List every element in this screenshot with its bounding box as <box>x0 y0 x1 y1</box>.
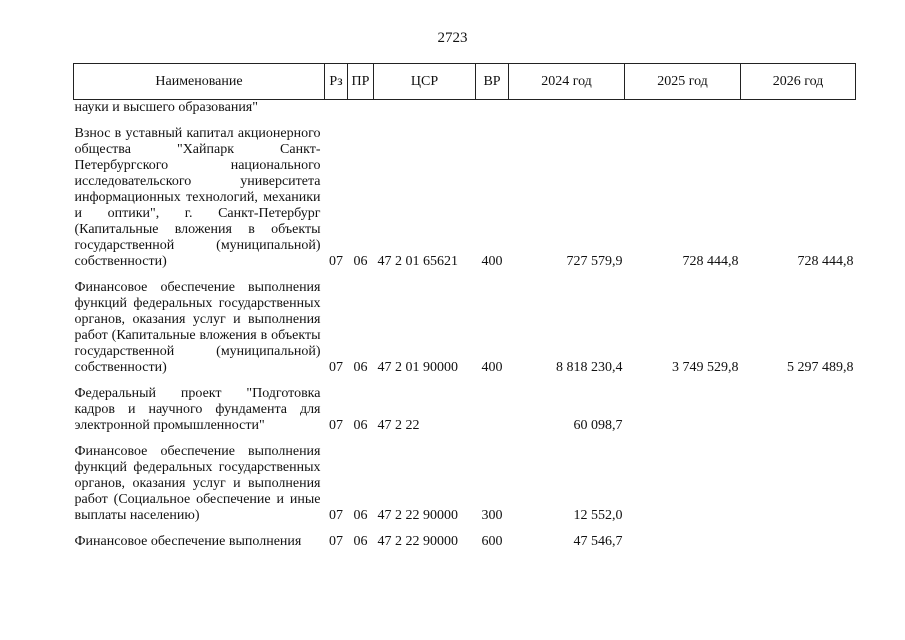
row-csr: 47 2 01 65621 <box>377 254 458 269</box>
row-csr: 47 2 22 90000 <box>377 534 458 549</box>
row-2026 <box>741 444 856 524</box>
row-vr <box>476 386 509 434</box>
row-2026: 728 444,8 <box>797 254 854 269</box>
row-2025: 728 444,8 <box>682 254 739 269</box>
row-pr: 06 <box>353 360 368 375</box>
row-2024: 47 546,7 <box>573 534 623 549</box>
row-2025: 3 749 529,8 <box>672 360 739 375</box>
page-number: 2723 <box>437 30 468 46</box>
row-csr: 47 2 01 90000 <box>377 360 458 375</box>
row-rz: 07 <box>329 534 343 549</box>
table-row <box>74 386 856 434</box>
row-2025 <box>625 534 741 550</box>
row-name: Взнос в уставный капитал акционерного общества "Хайпарк Санкт-Петербургского национального исследовательского университета информационных технологий, механики и оптики", г. Санкт-Петербург (Капитальные вложения в объекты государственной (муниципальной) собственности) <box>74 126 321 269</box>
row-2026: 5 297 489,8 <box>787 360 854 375</box>
header-2025: 2025 год <box>625 64 741 100</box>
row-2025 <box>625 444 741 524</box>
header-2024: 2024 год <box>509 64 625 100</box>
table-header <box>74 64 856 100</box>
row-2026 <box>741 100 856 117</box>
table-row <box>74 534 856 550</box>
row-pr: 06 <box>353 254 368 269</box>
row-vr: 400 <box>481 254 503 269</box>
budget-table <box>73 63 856 550</box>
row-2024 <box>509 100 625 117</box>
table-row <box>74 126 856 270</box>
row-vr: 600 <box>481 534 503 549</box>
row-name: науки и высшего образования" <box>74 100 258 115</box>
row-2024: 727 579,9 <box>566 254 623 269</box>
row-pr: 06 <box>353 418 368 433</box>
table-row <box>74 280 856 376</box>
header-csr: ЦСР <box>374 64 476 100</box>
row-2024: 8 818 230,4 <box>556 360 623 375</box>
row-name: Финансовое обеспечение выполнения функций федеральных государственных органов, оказания услуг и выполнения работ (Социальное обеспечение и иные выплаты населению) <box>74 444 321 523</box>
row-csr <box>374 100 476 117</box>
header-vr: ВР <box>476 64 509 100</box>
row-2024: 60 098,7 <box>573 418 623 433</box>
row-rz: 07 <box>329 254 343 269</box>
row-vr: 300 <box>481 508 503 523</box>
header-pr: ПР <box>348 64 374 100</box>
header-2026: 2026 год <box>741 64 856 100</box>
row-pr: 06 <box>353 508 368 523</box>
header-name: Наименование <box>74 64 325 100</box>
row-rz <box>325 100 348 117</box>
row-rz: 07 <box>329 508 343 523</box>
row-2024: 12 552,0 <box>573 508 623 523</box>
table-row <box>74 444 856 524</box>
row-pr <box>348 100 374 117</box>
row-csr: 47 2 22 <box>377 418 420 433</box>
row-name: Финансовое обеспечение выполнения <box>74 534 302 549</box>
row-pr: 06 <box>353 534 368 549</box>
row-2025 <box>625 100 741 117</box>
row-vr <box>476 100 509 117</box>
header-rz: Рз <box>325 64 348 100</box>
row-rz: 07 <box>329 360 343 375</box>
table-row <box>74 100 856 117</box>
row-2025 <box>625 386 741 434</box>
row-2026 <box>741 386 856 434</box>
row-2026 <box>741 534 856 550</box>
row-rz: 07 <box>329 418 343 433</box>
row-name: Федеральный проект "Подготовка кадров и научного фундамента для электронной промышленности" <box>74 386 321 433</box>
row-vr: 400 <box>481 360 503 375</box>
row-csr: 47 2 22 90000 <box>377 508 458 523</box>
row-name: Финансовое обеспечение выполнения функций федеральных государственных органов, оказания услуг и выполнения работ (Капитальные вложения в объекты государственной (муниципальной) собственности) <box>74 280 321 375</box>
